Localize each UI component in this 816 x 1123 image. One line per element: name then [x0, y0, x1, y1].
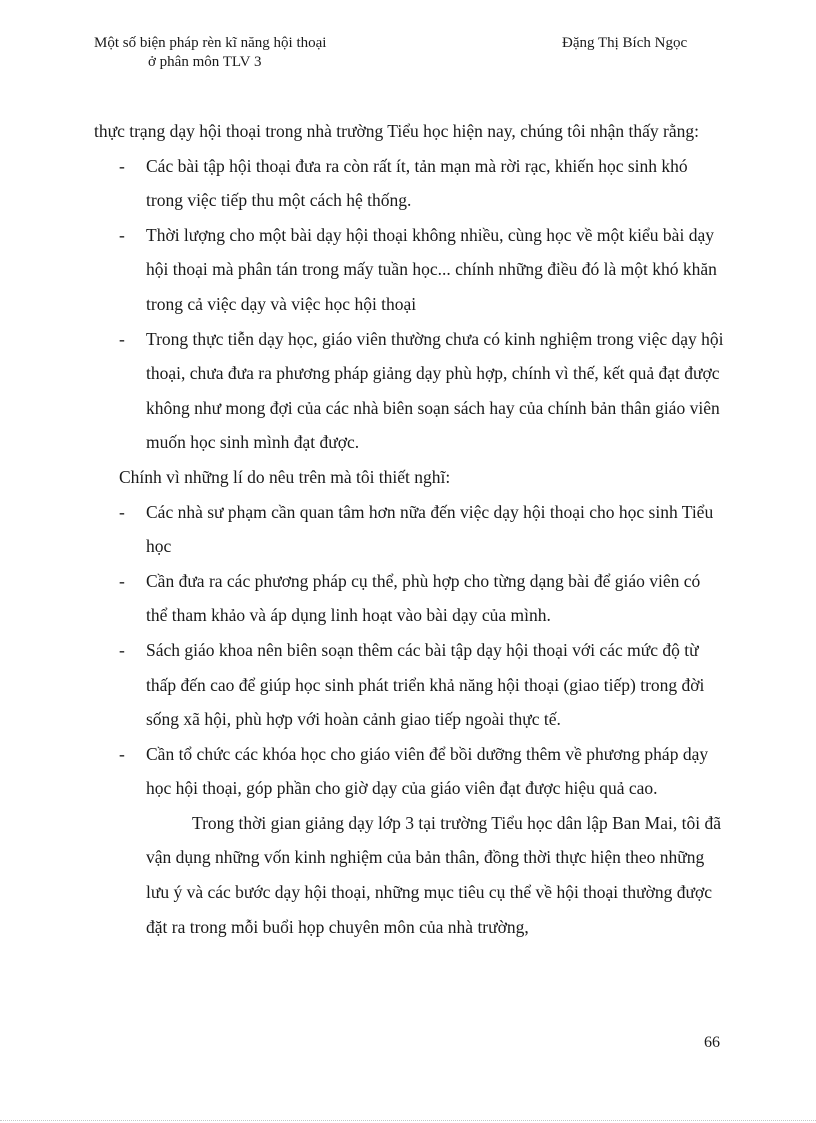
page-number: 66	[704, 1034, 720, 1051]
page-header	[94, 34, 724, 78]
bullet-dash: -	[119, 224, 125, 245]
bullet-dash: -	[119, 570, 125, 591]
recommendation-text: Cần đưa ra các phương pháp cụ thể, phù hợp cho từng dạng bài để giáo viên có thể tham khảo và áp dụng linh hoạt vào bài dạy của mình.	[146, 570, 701, 626]
bullet-dash: -	[119, 328, 125, 349]
recommendation-item	[94, 737, 724, 806]
observation-item	[94, 218, 724, 322]
title-line-1: Một số biện pháp rèn kĩ năng hội thoại	[94, 35, 327, 51]
observation-text: Thời lượng cho một bài dạy hội thoại không nhiều, cùng học về một kiểu bài dạy hội thoại mà phân tán trong mấy tuần học... chính những điều đó là một khó khăn trong cả việc dạy và việc học hội thoại	[146, 224, 717, 314]
closing-paragraph: Trong thời gian giảng dạy lớp 3 tại trường Tiểu học dân lập Ban Mai, tôi đã vận dụng những vốn kinh nghiệm của bản thân, đồng thời thực hiện theo những lưu ý và các bước dạy hội thoại, những mục tiêu cụ thể về hội thoại thường được đặt ra trong mỗi buổi họp chuyên môn của nhà trường,	[146, 812, 721, 937]
bullet-dash: -	[119, 743, 125, 764]
page-bottom-divider	[0, 1120, 816, 1121]
title-line-2: ở phân môn TLV 3	[148, 54, 262, 70]
recommendation-text: Cần tổ chức các khóa học cho giáo viên để bồi dưỡng thêm về phương pháp dạy học hội thoại, góp phần cho giờ dạy của giáo viên đạt được hiệu quả cao.	[146, 743, 709, 799]
page-body	[94, 114, 724, 944]
intro-paragraph: thực trạng dạy hội thoại trong nhà trường Tiểu học hiện nay, chúng tôi nhận thấy rằng:	[94, 121, 699, 141]
observation-item	[94, 322, 724, 460]
recommendation-item	[94, 495, 724, 564]
recommendation-item	[94, 633, 724, 737]
recommendation-text: Sách giáo khoa nên biên soạn thêm các bài tập dạy hội thoại với các mức độ từ thấp đến cao để giúp học sinh phát triển khả năng hội thoại (giao tiếp) trong đời sống xã hội, phù hợp với hoàn cảnh giao tiếp ngoài thực tế.	[146, 639, 705, 730]
observation-text: Các bài tập hội thoại đưa ra còn rất ít, tản mạn mà rời rạc, khiến học sinh khó trong việc tiếp thu một cách hệ thống.	[146, 155, 688, 211]
observation-text: Trong thực tiễn dạy học, giáo viên thường chưa có kinh nghiệm trong việc dạy hội thoại, chưa đưa ra phương pháp giảng dạy phù hợp, chính vì thế, kết quả đạt được không như mong đợi của các nhà biên soạn sách hay của chính bản thân giáo viên muốn học sinh mình đạt được.	[146, 328, 724, 453]
conclusion-lead: Chính vì những lí do nêu trên mà tôi thiết nghĩ:	[119, 466, 451, 487]
author-name: Đặng Thị Bích Ngọc	[562, 35, 688, 51]
recommendation-text: Các nhà sư phạm cần quan tâm hơn nữa đến việc dạy hội thoại cho học sinh Tiểu học	[146, 501, 714, 557]
bullet-dash: -	[119, 639, 125, 660]
observation-item	[94, 149, 724, 218]
bullet-dash: -	[119, 155, 125, 176]
document-title	[94, 34, 326, 72]
bullet-dash: -	[119, 501, 125, 522]
recommendation-item	[94, 564, 724, 633]
